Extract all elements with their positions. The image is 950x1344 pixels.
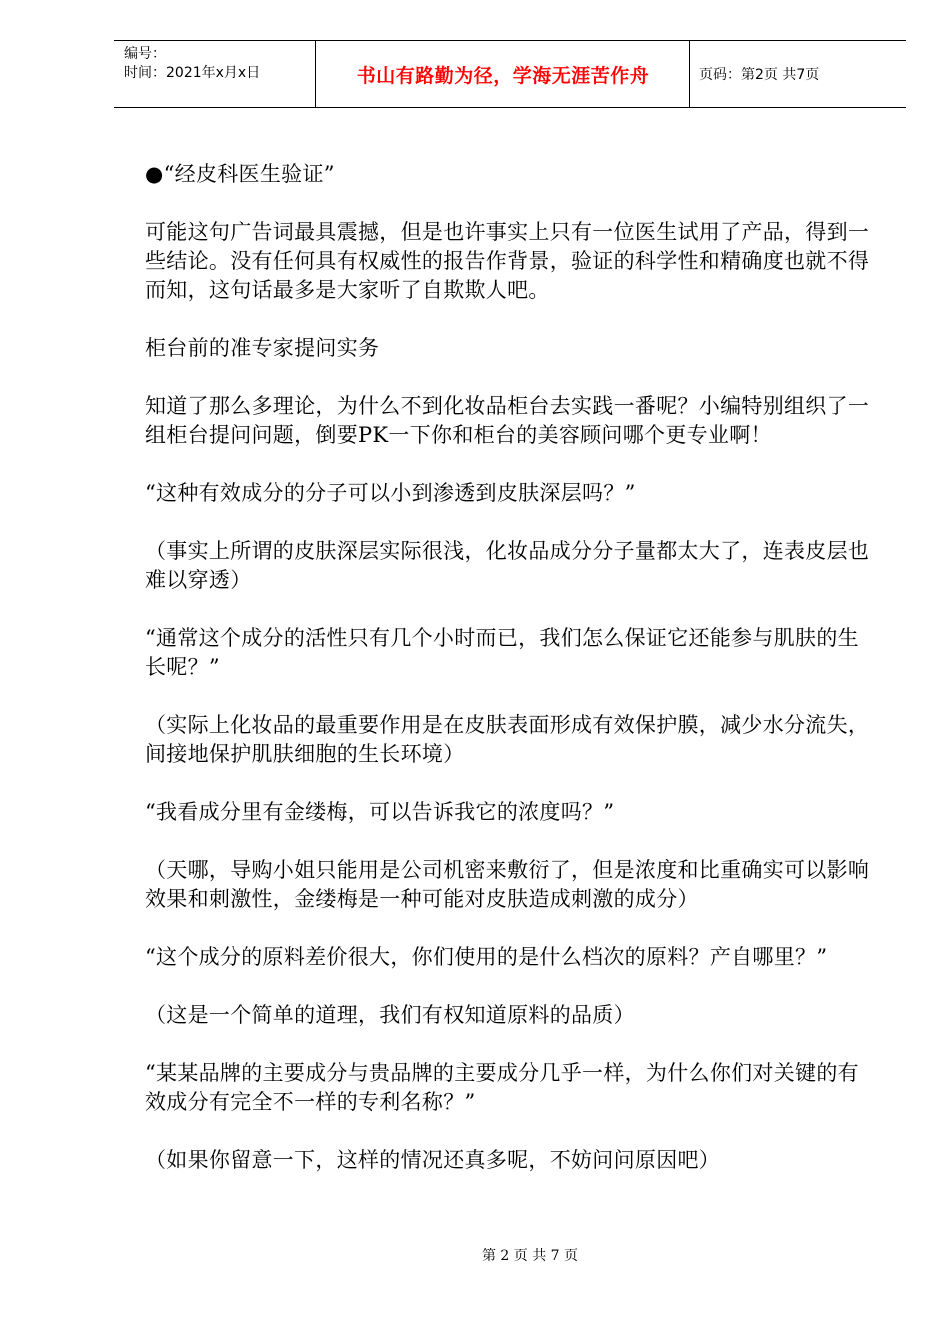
header-divider	[689, 41, 690, 107]
question-paragraph: “我看成分里有金缕梅，可以告诉我它的浓度吗？”	[145, 800, 615, 824]
answer-paragraph: （这是一个简单的道理，我们有权知道原料的品质）	[145, 1003, 635, 1027]
question-paragraph: “某某品牌的主要成分与贵品牌的主要成分几乎一样，为什么你们对关键的有效成分有完全不一样的专利名称？”	[145, 1061, 859, 1114]
header-meta	[124, 45, 260, 83]
question-paragraph: “这个成分的原料差价很大，你们使用的是什么档次的原料？产自哪里？”	[145, 945, 828, 969]
paragraph: 可能这句广告词最具震撼，但是也许事实上只有一位医生试用了产品，得到一些结论。没有任何具有权威性的报告作背景，验证的科学性和精确度也就不得而知，这句话最多是大家听了自欺欺人吧。	[145, 220, 870, 302]
paragraph: 知道了那么多理论，为什么不到化妆品柜台去实践一番呢？小编特别组织了一组柜台提问问题，倒要PK一下你和柜台的美容顾问哪个更专业啊！	[145, 394, 870, 447]
page-footer: 第 2 页 共 7 页	[481, 1248, 579, 1264]
question-paragraph: “通常这个成分的活性只有几个小时而已，我们怎么保证它还能参与肌肤的生长呢？”	[145, 626, 859, 679]
answer-paragraph: （如果你留意一下，这样的情况还真多呢，不妨问问原因吧）	[145, 1148, 721, 1172]
answer-paragraph: （事实上所谓的皮肤深层实际很浅，化妆品成分分子量都太大了，连表皮层也难以穿透）	[145, 539, 870, 592]
header-page-number: 页码：第2页 共7页	[699, 67, 820, 83]
document-body	[145, 160, 875, 1204]
header-motto: 书山有路勤为径，学海无涯苦作舟	[356, 64, 650, 87]
section-heading: 柜台前的准专家提问实务	[145, 336, 380, 360]
answer-paragraph: （实际上化妆品的最重要作用是在皮肤表面形成有效保护膜，减少水分流失，间接地保护肌肤细胞的生长环境）	[145, 713, 870, 766]
question-paragraph: “这种有效成分的分子可以小到渗透到皮肤深层吗？”	[145, 481, 636, 505]
answer-paragraph: （天哪，导购小姐只能用是公司机密来敷衍了，但是浓度和比重确实可以影响效果和刺激性，金缕梅是一种可能对皮肤造成刺激的成分）	[145, 858, 870, 911]
header-time: 时间：2021年x月x日	[124, 65, 261, 81]
section-heading: ●“经皮科医生验证”	[145, 162, 335, 186]
page-header	[114, 40, 906, 108]
header-number: 编号：	[124, 46, 166, 62]
